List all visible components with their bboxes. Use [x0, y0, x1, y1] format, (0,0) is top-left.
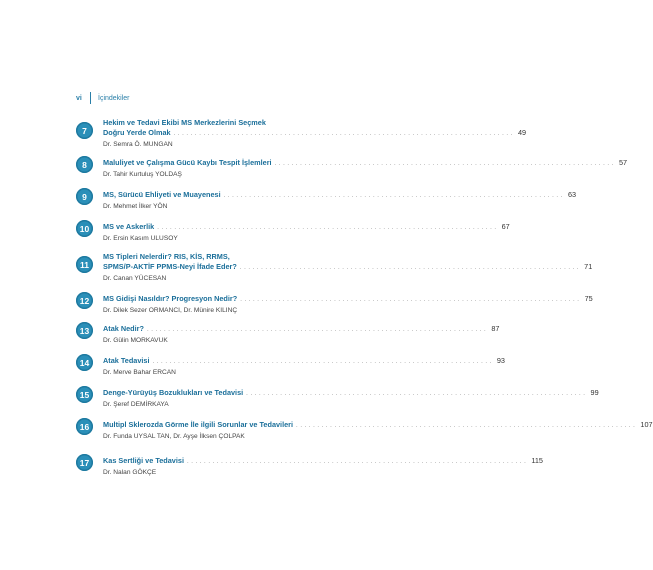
dot-leader: ................................................................................	[274, 161, 616, 167]
chapter-title-line: Denge-Yürüyüş Bozuklukları ve Tedavisi	[103, 388, 244, 397]
chapter-title-line: Hekim ve Tedavi Ekibi MS Merkezlerini Seçmek	[103, 118, 266, 127]
page-ref: 93	[496, 356, 505, 365]
toc-entry-text	[103, 252, 593, 282]
chapter-number-badge: 13	[76, 322, 93, 339]
chapter-author: Dr. Gülin MORKAVUK	[103, 337, 168, 344]
dot-leader: ................................................................................	[239, 265, 582, 271]
chapter-title-line: MS Gidişi Nasıldır? Progresyon Nedir?	[103, 294, 238, 303]
chapter-author: Dr. Dilek Sezer ORMANCI, Dr. Münire KILINÇ	[103, 307, 238, 314]
chapter-number-badge: 16	[76, 418, 93, 435]
dot-leader: ................................................................................	[246, 391, 588, 397]
chapter-title-line: Kas Sertliği ve Tedavisi	[103, 456, 184, 465]
chapter-title	[103, 324, 500, 335]
page-ref: 67	[501, 222, 510, 231]
chapter-title-line: MS, Sürücü Ehliyeti ve Muayenesi	[103, 190, 221, 199]
chapter-author: Dr. Funda UYSAL TAN, Dr. Ayşe İlksen ÇOLPAK	[103, 433, 245, 440]
chapter-title	[103, 294, 593, 305]
chapter-title-line: MS ve Askerlik	[103, 222, 155, 231]
toc-entry-text	[103, 222, 510, 242]
dot-leader: ................................................................................	[173, 131, 515, 137]
chapter-title-line: SPMS/P-AKTİF PPMS-Neyi İfade Eder?	[103, 262, 237, 271]
chapter-number-badge: 7	[76, 122, 93, 139]
chapter-title	[103, 158, 628, 169]
page-header	[76, 92, 130, 104]
chapter-title	[103, 252, 593, 273]
chapter-number-badge: 14	[76, 354, 93, 371]
toc-entry-text	[103, 388, 599, 408]
chapter-title	[103, 388, 599, 399]
toc-entry-text	[103, 294, 593, 314]
chapter-author: Dr. Tahir Kurtuluş YOLDAŞ	[103, 171, 182, 178]
page-ref: 87	[491, 324, 500, 333]
toc-entry-text	[103, 456, 543, 476]
chapter-author: Dr. Şeref DEMİRKAYA	[103, 401, 169, 408]
page-number: vi	[76, 94, 82, 102]
chapter-title	[103, 420, 653, 431]
page-ref: 57	[618, 158, 628, 167]
chapter-author: Dr. Ersin Kasım ULUSOY	[103, 235, 178, 242]
chapter-author: Dr. Mehmet İlker YÖN	[103, 203, 168, 210]
chapter-number-badge: 15	[76, 386, 93, 403]
dot-leader: ................................................................................	[186, 459, 529, 465]
chapter-title	[103, 118, 527, 139]
chapter-number-badge: 8	[76, 156, 93, 173]
chapter-author: Dr. Merve Bahar ERCAN	[103, 369, 176, 376]
chapter-author: Dr. Semra Ö. MUNGAN	[103, 141, 173, 148]
toc-entry-text	[103, 356, 505, 376]
dot-leader: ................................................................................	[146, 327, 489, 333]
chapter-number-badge: 9	[76, 188, 93, 205]
chapter-number-badge: 12	[76, 292, 93, 309]
toc-entry-text	[103, 158, 628, 178]
dot-leader: ................................................................................	[223, 193, 565, 199]
page-ref: 99	[590, 388, 599, 397]
toc-entry-text	[103, 118, 527, 148]
toc-entry-text	[103, 324, 500, 344]
chapter-title-line: MS Tipleri Nelerdir? RIS, KİS, RRMS,	[103, 252, 230, 261]
chapter-number-badge: 11	[76, 256, 93, 273]
chapter-title	[103, 222, 510, 233]
page-ref: 49	[517, 128, 527, 137]
chapter-title-line: Doğru Yerde Olmak	[103, 128, 171, 137]
chapter-author: Dr. Canan YÜCESAN	[103, 275, 167, 282]
dot-leader: ................................................................................	[296, 423, 638, 429]
chapter-author: Dr. Nalan GÖKÇE	[103, 469, 157, 476]
chapter-title	[103, 456, 543, 467]
chapter-title	[103, 190, 577, 201]
page-ref: 115	[531, 456, 543, 465]
toc-entry-text	[103, 190, 577, 210]
page-ref: 63	[567, 190, 577, 199]
chapter-title-line: Maluliyet ve Çalışma Gücü Kaybı Tespit İşlemleri	[103, 158, 272, 167]
chapter-title-line: Atak Tedavisi	[103, 356, 150, 365]
chapter-title	[103, 356, 505, 367]
section-title: İçindekiler	[98, 94, 130, 102]
page-ref: 71	[584, 262, 593, 271]
page-ref: 75	[584, 294, 593, 303]
header-divider	[90, 92, 91, 104]
chapter-title-line: Atak Nedir?	[103, 324, 144, 333]
dot-leader: ................................................................................	[157, 225, 499, 231]
chapter-number-badge: 10	[76, 220, 93, 237]
dot-leader: ................................................................................	[152, 359, 494, 365]
toc-entry-text	[103, 420, 653, 440]
page-ref: 107	[640, 420, 653, 429]
chapter-number-badge: 17	[76, 454, 93, 471]
chapter-title-line: Multipl Sklerozda Görme İle ilgili Sorunlar ve Tedavileri	[103, 420, 294, 429]
dot-leader: ................................................................................	[240, 297, 582, 303]
